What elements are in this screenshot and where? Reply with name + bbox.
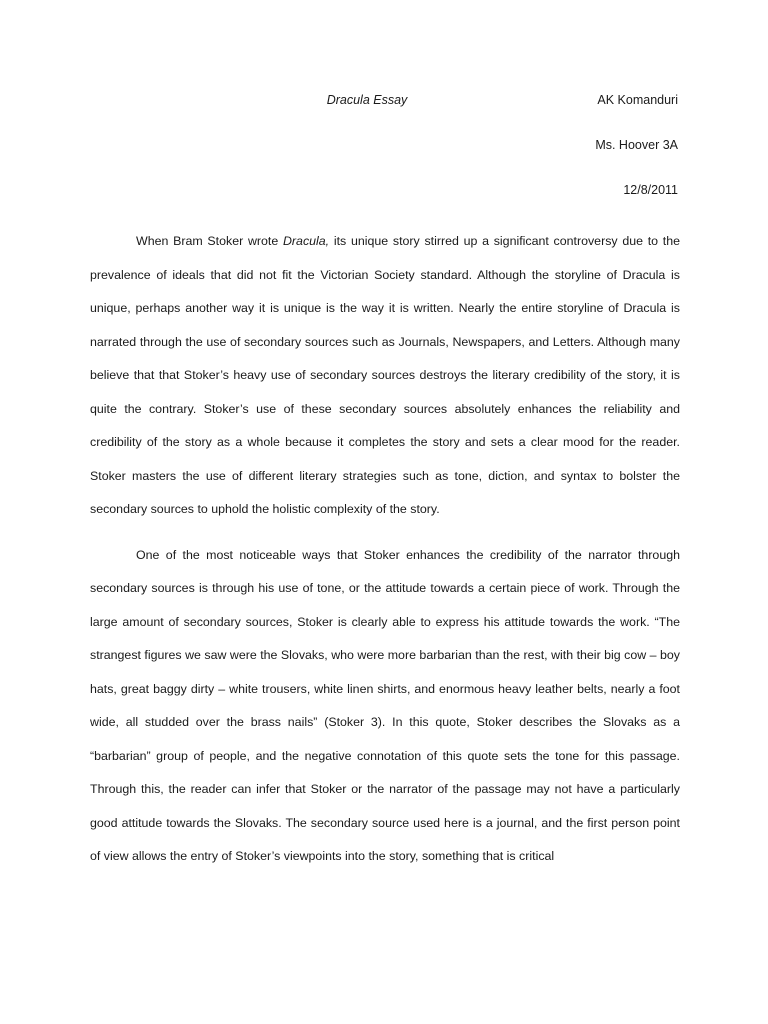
author-name: AK Komanduri [597,93,678,107]
book-title-italic: Dracula, [282,234,330,248]
teacher-class: Ms. Hoover 3A [595,138,678,152]
paragraph-2: One of the most noticeable ways that Stoker enhances the credibility of the narrator through secondary sources is through his use of tone, or the attitude towards a certain piece of work. Through the large amount of secondary sources, Stoker is clearly able to express his attitude towards the work. “The strangest figures we saw were the Slovaks, who were more barbarian than the rest, with their big cow – boy hats, great baggy dirty – white trousers, white linen shirts, and enormous heavy leather belts, nearly a foot wide, all studded over the brass nails” (Stoker 3). In this quote, Stoker describes the Slovaks as a “barbarian” group of people, and the negative connotation of this quote sets the tone for this passage. Through this, the reader can infer that Stoker or the narrator of the passage may not have a particularly good attitude towards the Slovaks. The secondary source used here is a journal, and the first person point of view allows the entry of Stoker’s viewpoints into the story, something that is critical [90,547,680,863]
paragraph-1 [90,225,680,527]
paragraph-1-text-start: When Bram Stoker wrote [136,234,283,248]
essay-body [90,225,680,874]
essay-title: Dracula Essay [326,93,408,107]
essay-date: 12/8/2011 [623,183,678,197]
paragraph-1-text-rest: its unique story stirred up a significant controversy due to the prevalence of ideals that did not fit the Victorian Society standard. Although the storyline of Dracula is unique, perhaps another way it is unique is the way it is written. Nearly the entire storyline of Dracula is narrated through the use of secondary sources such as Journals, Newspapers, and Letters. Although many believe that that Stoker’s heavy use of secondary sources destroys the literary credibility of the story, it is quite the contrary. Stoker’s use of these secondary sources absolutely enhances the reliability and credibility of the story as a whole because it completes the story and sets a clear mood for the reader. Stoker masters the use of different literary strategies such as tone, diction, and syntax to bolster the secondary sources to uphold the holistic complexity of the story. [90,234,680,516]
